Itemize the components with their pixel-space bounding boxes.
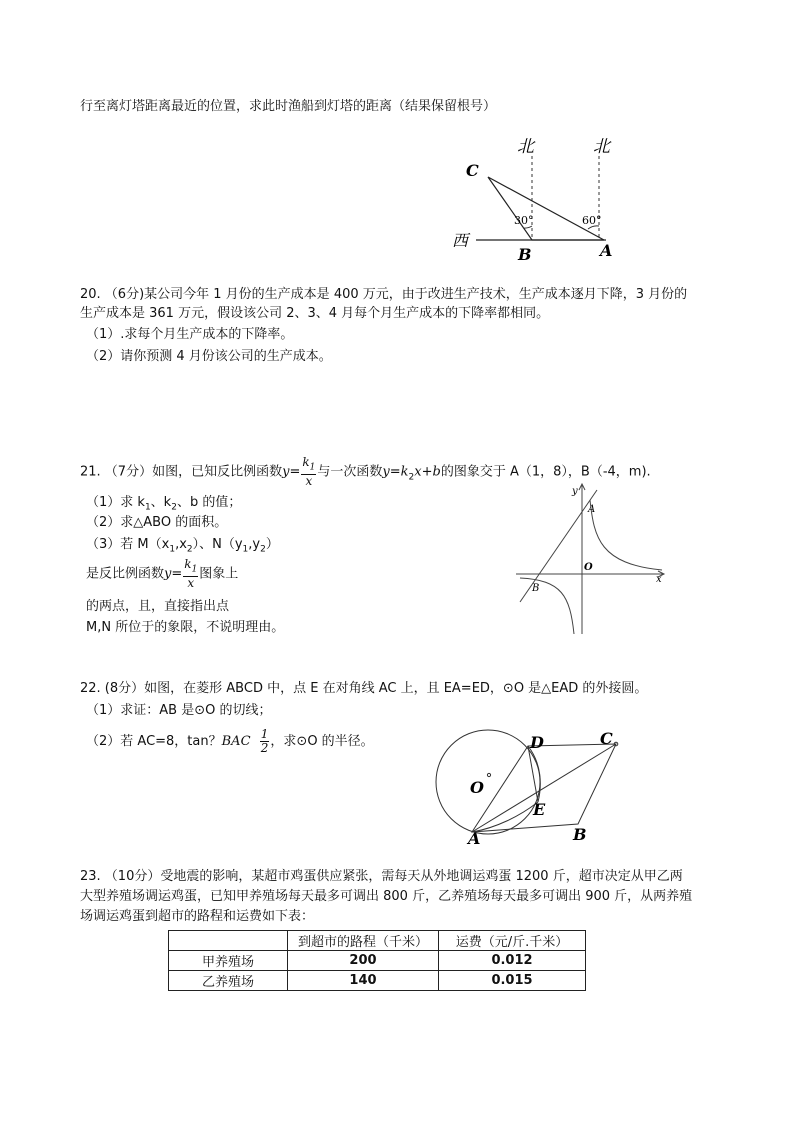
q21-part3-line4: M,N 所位于的象限，不说明理由。 — [86, 620, 285, 635]
q22-figure — [430, 720, 630, 848]
q22-line1: 22. (8分）如图，在菱形 ABCD 中，点 E 在对角线 AC 上，且 EA=ED，⊙O 是△EAD 的外接圆。 — [80, 681, 648, 696]
fig19-angle-60: 60° — [582, 214, 602, 227]
q21-B-label: B — [532, 583, 540, 594]
table-cell: 0.012 — [439, 951, 586, 971]
q21-part3-line3: 的两点，且，直接指出点 — [86, 599, 230, 614]
table-row — [169, 971, 586, 991]
q22-A-label: A — [468, 829, 481, 848]
table-cell: 0.015 — [439, 971, 586, 991]
q21-part3: （3）若 $M(x_1,x_2)$、$N(y_1,y_2)$ — [86, 537, 279, 555]
fig19-north-1: 北 — [517, 137, 534, 157]
q22-E-label: E — [533, 800, 546, 819]
q20-line1: 20. （6分)某公司今年 1 月份的生产成本是 400 万元，由于改进生产技术，生产成本逐月下降，3 月份的 — [80, 287, 688, 302]
q21-num: 21. （7分）如图，已知反比例函数 — [80, 464, 283, 480]
table-cell: 140 — [288, 971, 439, 991]
q22-part1: （1）求证：AB 是⊙O 的切线； — [86, 703, 272, 718]
fig19-west: 西 — [452, 231, 469, 250]
table-header: 运费（元/斤.千米） — [439, 931, 586, 951]
q22-part2: （2）若 AC=8，tan？BAC $\frac{1}{2}$ ，求⊙O 的半径。 — [86, 727, 374, 755]
q23-line1: 23. （10分）受地震的影响，某超市鸡蛋供应紧张，需每天从外地调运鸡蛋 1200 斤，超市决定从甲乙两 — [80, 869, 683, 884]
fig19-B: B — [518, 245, 532, 264]
q20-part2: （2）请你预测 4 月份该公司的生产成本。 — [86, 349, 332, 364]
q22-B-label: B — [573, 825, 587, 844]
fig19-C: C — [466, 161, 479, 180]
q21-x-label: x — [656, 574, 662, 585]
q21-mid: 与一次函数 — [317, 464, 383, 480]
table-header-row — [169, 931, 586, 951]
q21-part1: （1）求 $k_1$、$k_2$、b 的值； — [86, 495, 242, 513]
q20-line2: 生产成本是 361 万元，假设该公司 2、3、4 月每个月生产成本的下降率都相同。 — [80, 306, 550, 321]
fig19-north-2: 北 — [593, 137, 610, 157]
fig19-angle-30: 30° — [514, 214, 534, 227]
q21-line1: 21. （7分）如图，已知反比例函数y= $\frac{k_1}{x}$ 与一次函数$y=k_2x+b$的图象交于 A（1，8），B（-4，m). — [80, 455, 651, 489]
q21-part3-line2: 是反比例函数y= $\frac{k_1}{x}$ 图象上 — [86, 557, 239, 591]
q21-graph — [512, 478, 672, 638]
q21-O-label: O — [584, 562, 593, 573]
table-header: 到超市的路程（千米） — [288, 931, 439, 951]
q19-figure — [440, 130, 640, 270]
q22-O-label: O — [470, 778, 484, 797]
table-cell: 200 — [288, 951, 439, 971]
q22-C-label: C — [600, 729, 613, 748]
q23-line2: 大型养殖场调运鸡蛋，已知甲养殖场每天最多可调出 800 斤，乙养殖场每天最多可调出 900 斤，从两养殖 — [80, 889, 693, 904]
q23-line3: 场调运鸡蛋到超市的路程和运费如下表： — [80, 909, 315, 924]
q21-end: 的图象交于 A（1，8），B（-4，m). — [440, 464, 651, 480]
q20-part1: （1）.求每个月生产成本的下降率。 — [86, 327, 294, 342]
table-header — [169, 931, 288, 951]
q22-D-label: D — [530, 733, 544, 752]
fig19-A: A — [600, 241, 613, 260]
table-cell: 乙养殖场 — [169, 971, 288, 991]
q21-A-label: A — [588, 504, 596, 515]
q19-tail: 行至离灯塔距离最近的位置，求此时渔船到灯塔的距离（结果保留根号） — [80, 99, 497, 114]
freight-table — [168, 930, 586, 991]
table-row — [169, 951, 586, 971]
q21-y-label: y — [572, 486, 578, 497]
table-cell: 甲养殖场 — [169, 951, 288, 971]
q21-part2: （2）求△ABO 的面积。 — [86, 515, 228, 530]
